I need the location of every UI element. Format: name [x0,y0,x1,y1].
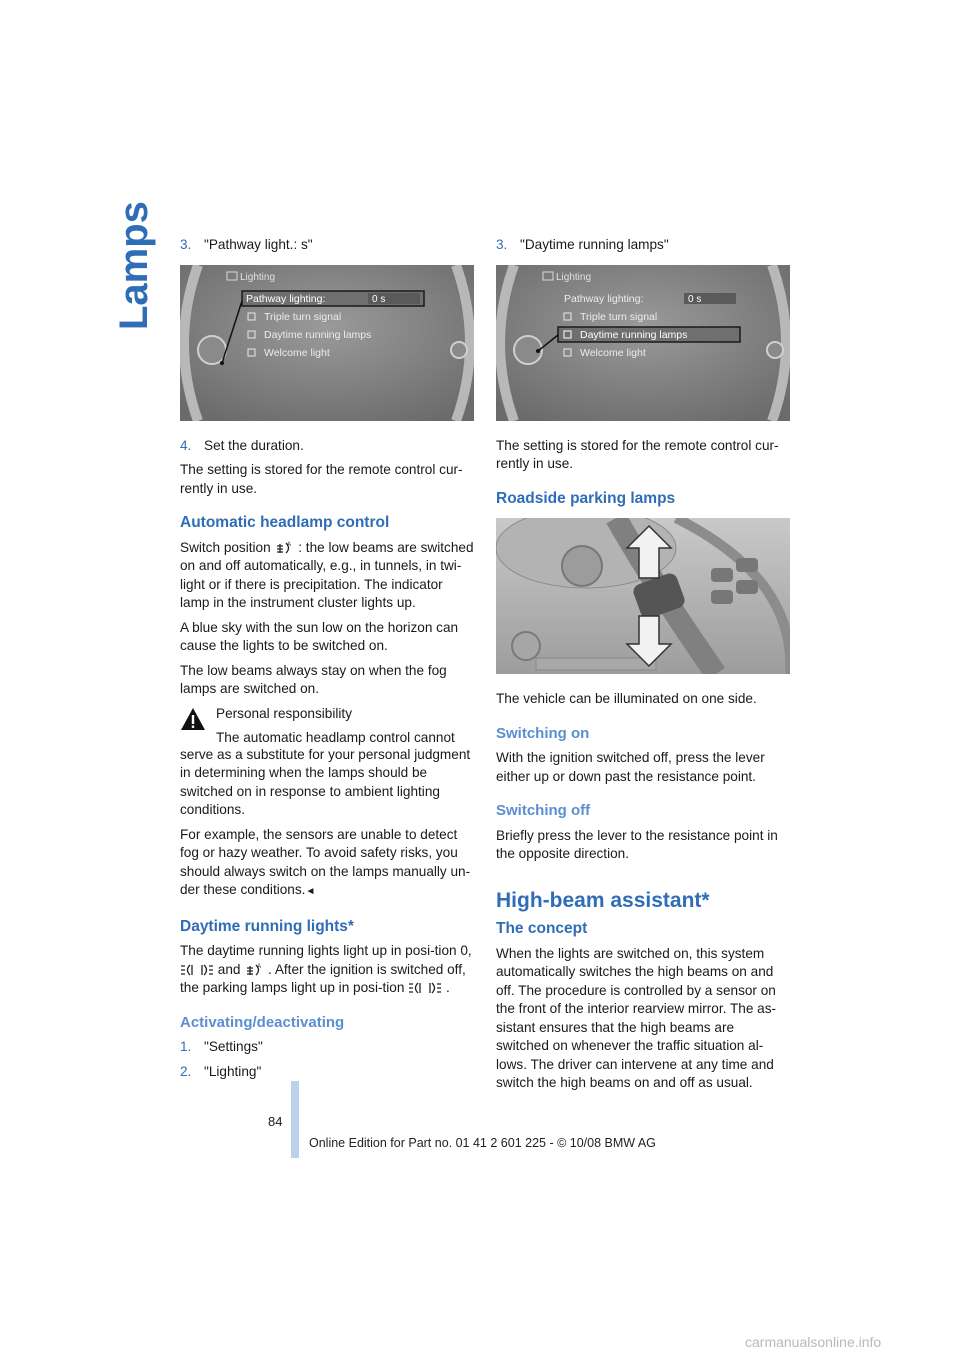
text-fragment: The daytime running lights light up in posi-tion 0, [180,943,472,958]
svg-text:A: A [287,541,292,548]
automatic-headlamp-heading: Automatic headlamp control [180,514,390,531]
step-number: 3. [180,237,192,252]
steering-column-lever-image [496,518,790,674]
footer-accent-bar [291,1081,299,1158]
right-column [496,236,790,1099]
step-number: 2. [180,1063,192,1079]
turn-signal-lever-figure [496,518,790,674]
step-number: 1. [180,1039,192,1054]
option-triple-turn: Triple turn signal [580,310,658,323]
parking-lamps-symbol-icon [180,963,214,977]
activating-deactivating-heading: Activating/deactivating [180,1013,345,1031]
end-of-warning-mark: ◄ [305,886,316,897]
auto-headlamp-symbol-icon [244,962,264,978]
step-text: "Daytime running lamps" [520,237,669,252]
option-daytime-running-selected: Daytime running lamps [580,328,688,341]
daytime-running-lamps-screen-figure [496,265,790,421]
switching-on-paragraph: With the ignition switched off, press the lever either up or down past the resistance point. [496,750,765,784]
pathway-lighting-label: Pathway lighting: [246,292,326,305]
warning-triangle-icon [180,707,206,731]
step-text: "Pathway light.: s" [204,237,313,252]
step-1-settings [180,1038,474,1057]
pathway-lighting-value: 0 s [372,293,386,305]
watermark-text: carmanualsonline.info [745,1334,882,1350]
step-number: 3. [496,237,508,252]
text-fragment: . [446,980,450,995]
concept-heading: The concept [496,920,588,937]
switching-off-paragraph: Briefly press the lever to the resistance point in the opposite direction. [496,827,778,861]
warning-box [180,705,474,748]
step-4-set-duration [180,437,474,456]
screen-header: Lighting [240,271,276,283]
roadside-paragraph: The vehicle can be illuminated on one side. [496,691,757,706]
left-column [180,236,474,1087]
warning-paragraph-2 [180,826,474,902]
step-text: Set the duration. [204,437,304,453]
step-3-daytime-running [496,236,790,255]
pathway-lighting-value: 0 s [688,293,702,305]
high-beam-assistant-heading: High-beam assistant* [496,888,710,912]
option-welcome-light: Welcome light [580,346,646,359]
stored-setting-text: The setting is stored for the remote control cur-rently in use. [180,462,463,496]
text-fragment: : the low beams are switched on and off automatically, e.g., in tunnels, in twi-light or if there is precipitation. The indicator lamp in the instrument cluster lights up. [180,539,474,610]
svg-text:A: A [257,963,262,970]
stored-setting-text: The setting is stored for the remote control cur-rently in use. [496,437,779,471]
step-2-lighting [180,1063,474,1082]
switching-off-heading: Switching off [496,802,591,819]
idrive-screen-image [180,265,474,421]
text-fragment: . After the ignition is switched off, the parking lamps light up in posi-tion [180,961,466,995]
screen-header: Lighting [556,271,592,283]
option-welcome-light: Welcome light [264,346,330,359]
daytime-running-lights-heading: Daytime running lights* [180,917,354,935]
auto-headlamp-paragraph-1 [180,539,474,613]
roadside-parking-lamps-heading: Roadside parking lamps [496,489,676,507]
parking-lamps-symbol-icon [408,981,442,995]
footer-edition-text: Online Edition for Part no. 01 41 2 601 225 - © 10/08 BMW AG [309,1136,656,1150]
page-number: 84 [268,1114,283,1129]
step-3-pathway [180,236,474,255]
step-number: 4. [180,437,192,453]
auto-headlamp-symbol-icon [274,540,294,556]
warning-line-1: The automatic headlamp control cannot [216,730,455,745]
warning-text-continued: serve as a substitute for your personal judgment in determining when the lamps should be switched on in response to ambient lighting conditions. [180,746,471,817]
auto-headlamp-paragraph-2: A blue sky with the sun low on the horizon can cause the lights to be switched on. [180,619,459,653]
pathway-lighting-label: Pathway lighting: [564,292,644,305]
idrive-screen-image [496,265,790,421]
concept-paragraph: When the lights are switched on, this system automatically switches the high beams on and off. The procedure is controlled by a sensor on the front of the interior rearview mirror. The as-sistant ensures that the high beams are switched on whenever the traffic situation al-lows. The driver can intervene at any time and switch the high beams on and off as usual. [496,945,777,1090]
step-text: "Lighting" [204,1063,262,1079]
switching-on-heading: Switching on [496,724,590,742]
text-fragment: Switch position [180,539,271,555]
option-daytime-running: Daytime running lamps [264,328,372,341]
pathway-lighting-screen-figure [180,265,474,421]
text-fragment: and [217,961,241,977]
auto-headlamp-paragraph-3: The low beams always stay on when the fog lamps are switched on. [180,662,447,696]
option-triple-turn: Triple turn signal [264,310,342,323]
warning-title: Personal responsibility [216,705,353,721]
side-section-title: Lamps [112,201,156,330]
step-text: "Settings" [204,1039,263,1054]
drl-paragraph [180,942,474,998]
text-fragment: For example, the sensors are unable to detect fog or hazy weather. To avoid safety risks, you should always switch on the lamps manually un-der these conditions. [180,826,471,897]
